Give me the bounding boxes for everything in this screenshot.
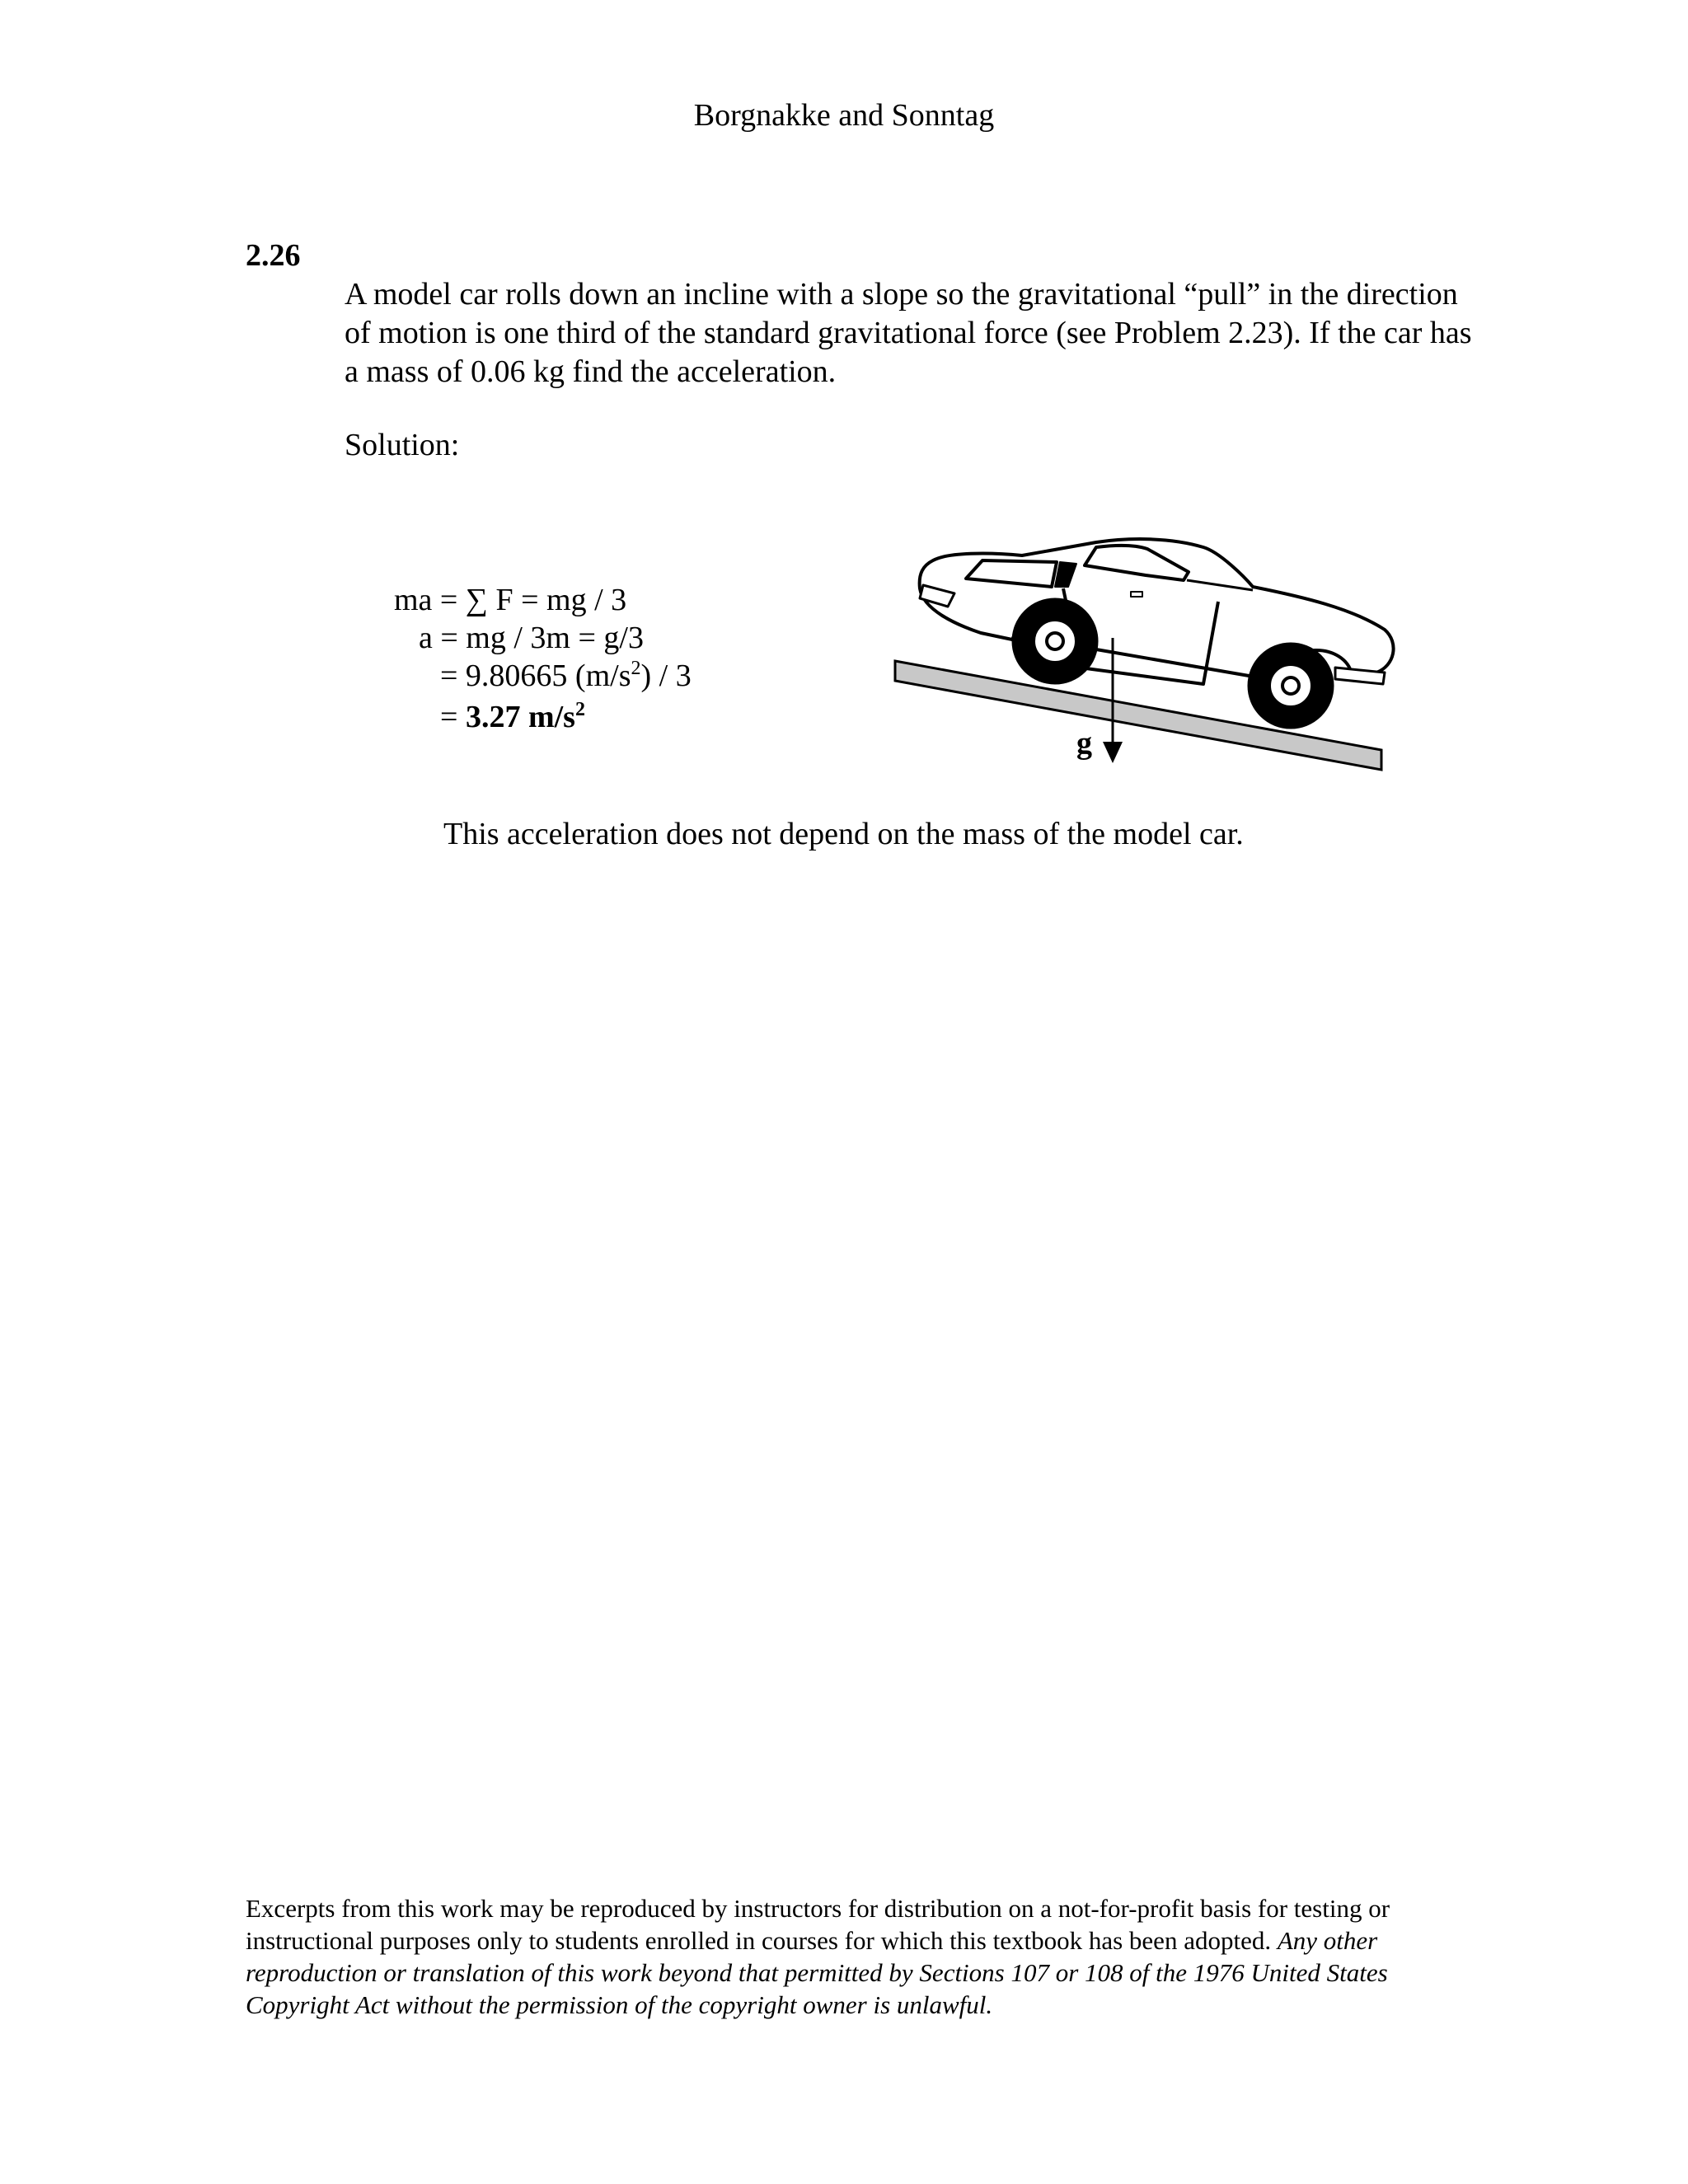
- equation-line-3: = 9.80665 $(m/s^2) / 3$: [440, 658, 692, 693]
- solution-label: Solution:: [345, 428, 460, 462]
- copyright-footer: Excerpts from this work may be reproduced by instructors for distribution on a not-for-profit basis for testing or instructional purposes only to students enrolled in courses for which this textbook has been adopted. Any other reproduction or translation of this work beyond that permitted by Sections 107 or 108 of the 1976 United States Copyright Act without the permission of the copyright owner is unlawful.: [246, 1894, 1390, 2019]
- gravity-arrowhead: [1103, 742, 1123, 763]
- running-header: Borgnakke and Sonntag: [693, 98, 995, 133]
- equation-line-2: a = mg / 3m = g/3: [419, 621, 644, 655]
- car-on-incline-figure: [890, 527, 1401, 783]
- model-car: [920, 539, 1394, 729]
- conclusion-text: This acceleration does not depend on the mass of the model car.: [443, 817, 1244, 851]
- final-answer: 3.27 $m/s^2$: [465, 699, 585, 734]
- gravity-label: g: [1076, 726, 1092, 761]
- problem-number: 2.26: [246, 238, 301, 273]
- equation-line-4: = 3.27 $m/s^2$: [440, 699, 585, 734]
- problem-statement: A model car rolls down an incline with a slope so the gravitational “pull” in the direction of motion is one third of the standard gravitational force (see Problem 2.23). If the car has a mass of 0.06 kg find the acceleration.: [345, 277, 1472, 389]
- equation-line-1: ma = ∑ F = mg / 3: [394, 583, 627, 617]
